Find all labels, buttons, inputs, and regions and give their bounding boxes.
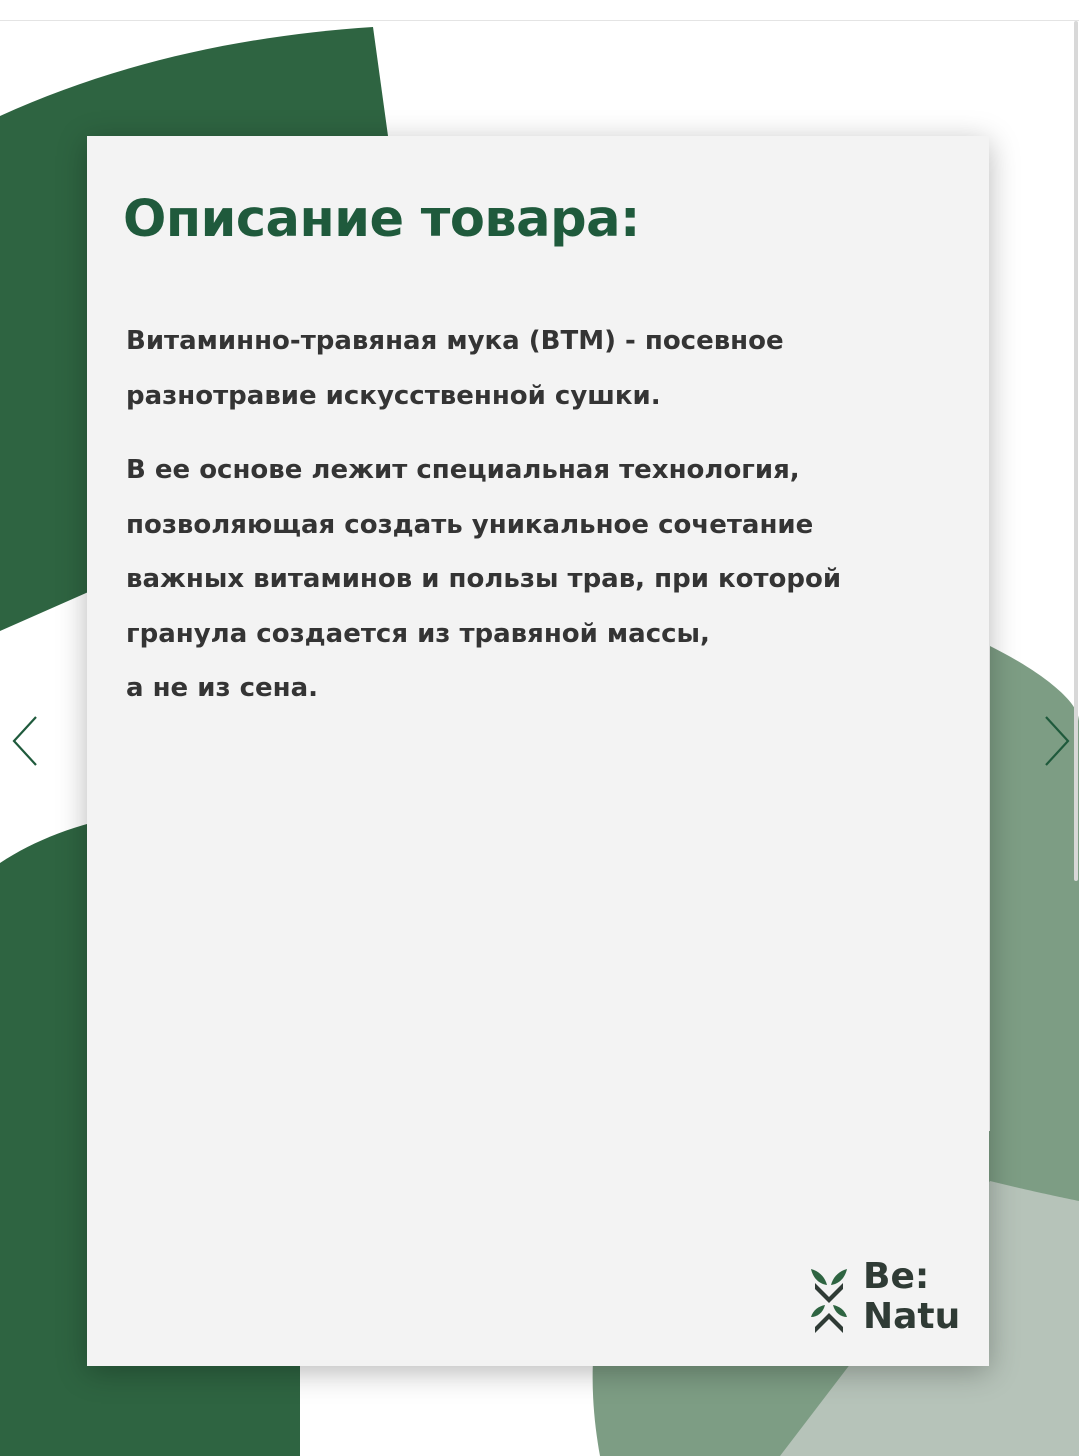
paragraph-line: гранула создается из травяной массы,: [126, 618, 710, 649]
card-title: Описание товара:: [123, 190, 640, 249]
paragraph-2: [126, 443, 946, 716]
logo-wordmark: [863, 1257, 960, 1337]
top-bar: [0, 0, 1079, 21]
chevron-right-icon: [1036, 713, 1076, 769]
paragraph-1: [126, 314, 946, 423]
leaf-logo-icon: [809, 1265, 849, 1337]
description-card: [87, 136, 989, 1366]
brand-logo: [809, 1257, 959, 1339]
paragraph-line: В ее основе лежит специальная технология,: [126, 455, 800, 485]
next-slide-button[interactable]: [1036, 713, 1076, 769]
product-slider: [0, 21, 1079, 1456]
previous-slide-button[interactable]: [6, 713, 46, 769]
card-body: [126, 314, 946, 716]
logo-line-1: Be:: [863, 1256, 930, 1297]
paragraph-line: а не из сена.: [126, 673, 319, 703]
paragraph-line: позволяющая создать уникальное сочетание: [126, 509, 814, 540]
paragraph-line: Витаминно-травяная мука (ВТМ) - посевное: [126, 326, 784, 356]
paragraph-line: важных витаминов и пользы трав, при которой: [126, 564, 842, 594]
chevron-left-icon: [6, 713, 46, 769]
paragraph-line: разнотравие искусственной сушки.: [126, 380, 661, 411]
logo-line-2: Natu: [863, 1296, 961, 1337]
